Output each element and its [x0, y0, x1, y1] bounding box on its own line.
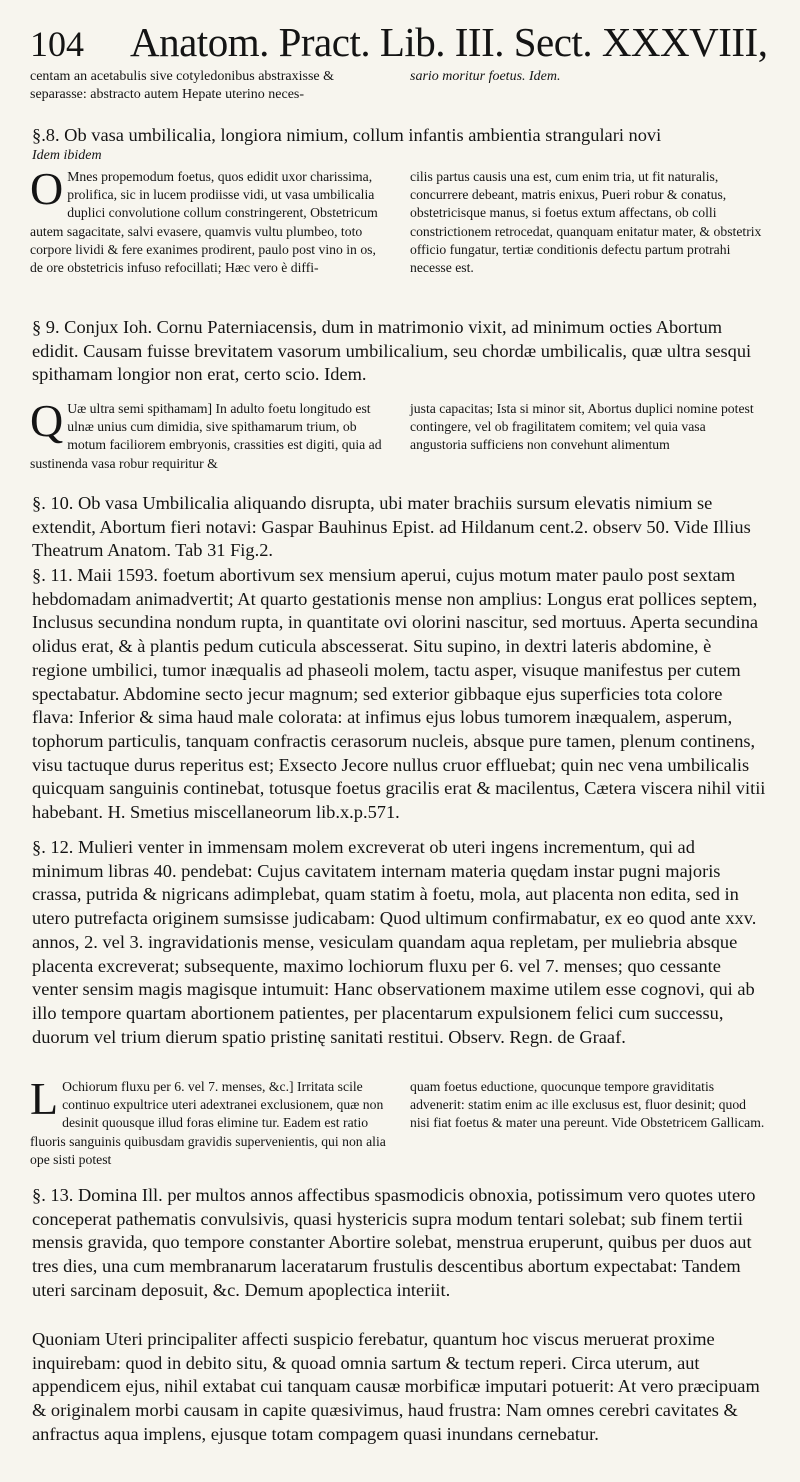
- page-header: [26, 20, 786, 66]
- section-12: §. 12. Mulieri venter in immensam molem excreverat ob uteri ingens incrementum, qui ad minimum libras 40. pendebat: Cujus cavitatem internam materia quędam instar pugni majoris crassa, putrida & nigricans adimplebat, quam statim à foetu, mola, aut placenta non edita, sed in utero putrefacta originem sumsisse judicabam: Quod ultimum confirmabatur, ex eo quod ante xxv. annos, 2. vel 3. ingravidationis mense, vesiculam quandam aqua repletam, per muliebria absque placenta excreverat; subsequente, maximo lochiorum fluxu per 6. vel 7. menses; quo cessante venter sensim magis magisque intumuit: Hanc observationem maxime utilem esse cognovi, qui ab illo tempore quartam abortionem patientes, per placentarum expulsionem felici cum successu, duorum vel trium dierum spatio pristinę sanitati restitui. Observ. Regn. de Graaf.: [32, 837, 757, 1047]
- drop-cap: Q: [30, 395, 64, 446]
- section-9: § 9. Conjux Ioh. Cornu Paterniacensis, dum in matrimonio vixit, ad minimum octies Abortum edidit. Causam fuisse brevitatem vasorum umbilicalium, seu chordæ umbilicalis, quæ ultra sesqui spithamam longior non erat, certo scio. Idem.: [32, 317, 752, 385]
- note-12-right: quam foetus eductione, quocunque tempore graviditatis advenerit: statim enim ac ille exclusus est, fluor desinit; quod nisi fiat foetus & mater una pereunt. Vide Obstetricem Gallicam.: [410, 1079, 765, 1131]
- page-number: 104: [30, 24, 84, 64]
- note-12-left: [30, 1073, 392, 1169]
- note-12-left-text: Ochiorum fluxu per 6. vel 7. menses, &c.] Irritata scile continuo expultrice uteri adextranei exclusionem, quæ non desinit quousque illud foras elimine tur. Eadem est ratio fluoris sanguinis quibusdam gravidis supervenientis, qui non alia ope sisti potest: [30, 1079, 386, 1167]
- drop-cap: O: [30, 163, 64, 214]
- note-8-right: cilis partus causis una est, cum enim tria, ut fit naturalis, concurrere debeant, matris enixus, Pueri robur & conatus, obstetricisque manus, si foetus extum affectans, ob colli constrictionem retrocedat, quanquam enitatur mater, & obstetrix officio fungatur, tertiæ conditionis defectu partum protrahi necesse est.: [410, 169, 762, 276]
- note-9-left: [30, 395, 392, 473]
- drop-cap: L: [30, 1073, 59, 1124]
- note-9-left-text: Uæ ultra semi spithamam] In adulto foetu longitudo est ulnæ unius cum dimidia, sive spithamarum trium, ob motum faciliorem embryonis, crassities est digiti, quia ad sustinenda vasa robur requiritur &: [30, 401, 382, 471]
- continuation-left: centam an acetabulis sive cotyledonibus abstraxisse & separasse: abstracto autem Hepate uterino neces-: [30, 69, 335, 102]
- section-13: §. 13. Domina Ill. per multos annos affectibus spasmodicis obnoxia, potissimum vero quotes utero conceperat pathematis convulsivis, quasi hystericis supra modum tentari solebat; sub finem tertii mensis gravida, quo tempore constanter Abortire solebat, menstrua eruperunt, quibus per duos aut tres dies, una cum membranarum laceratarum frustulis descentibus abortum expectabat: Tandem uteri sarcinam deposuit, &c. Demum apoplectica interiit.: [32, 1185, 756, 1300]
- section-10: §. 10. Ob vasa Umbilicalia aliquando disrupta, ubi mater brachiis sursum elevatis nimium se extendit, Abortum fieri notavi: Gaspar Bauhinus Epist. ad Hildanum cent.2. observ 50. Vide Illius Theatrum Anatom. Tab 31 Fig.2.: [32, 493, 751, 561]
- section-11: §. 11. Maii 1593. foetum abortivum sex mensium aperui, cujus motum mater paulo post sextam hebdomadam animadvertit; At quarto gestationis mense non amplius: Longus erat pollices septem, Inclusus secundina nondum rupta, in quantitate ovi olorini nascitur, sed mortuus. Aperta secundina olidus erat, & à plantis pedum cuticula abscesserat. Situ supino, in dextri lateris abdomine, è regione umbilici, tumor inæqualis ad phaseoli molem, tactu asper, visuque manifestus per cutem spectabatur. Abdomine secto jecur magnum; sed exterior gibbaque ejus superficies tota colore flava: Inferior & sima haud male colorata: at infimus ejus lobus tumorem inæqualem, asperum, tophorum particulis, tanquam confractis cerasorum nucleis, absque pure tamen, plenum continens, visu tactuque durus reperitus est; Exsecto Jecore nullus cruor effluebat; quin nec vena umbilicalis quicquam sanguinis continebat, totusque foetus gracilis erat & macilentus, Cætera viscera nihil vitii habebant. H. Smetius miscellaneorum lib.x.p.571.: [32, 565, 766, 823]
- note-8-left: [30, 163, 392, 277]
- continuation-right: sario moritur foetus. Idem.: [410, 69, 561, 84]
- running-title: Anatom. Pract. Lib. III. Sect. XXXVIII,: [130, 19, 768, 65]
- section-8-source: Idem ibidem: [32, 148, 102, 163]
- note-9-right: justa capacitas; Ista si minor sit, Abortus duplici nomine potest contingere, vel ob fragilitatem comitem; vel quia vasa angustoria sufficiens non convehunt alimentum: [410, 401, 754, 453]
- final-paragraph: Quoniam Uteri principaliter affecti suspicio ferebatur, quantum hoc viscus meruerat proxime inquirebam: quod in debito situ, & quoad omnia sartum & tectum reperi. Circa uterum, aut appendicem ejus, nihil extabat cui tanquam causæ morbificæ imputari potuerit: At vero præcipuam & originalem morbi causam in capite quæsivimus, haud frustra: Nam omnes cerebri cavitates & anfractus aqua implens, ejusque totam compagem quasi inundans cernebatur.: [32, 1329, 760, 1444]
- section-8: §.8. Ob vasa umbilicalia, longiora nimium, collum infantis ambientia strangulari novi: [32, 125, 662, 145]
- note-8-left-text: Mnes propemodum foetus, quos edidit uxor charissima, prolifica, sic in lucem prodiisse vidi, ut vasa umbilicalia duplici convolutione collum constringerent, Obstetricum autem sagacitate, salvi evasere, quamvis vultu plumbeo, toto corpore lividi & fere exanimes prodirent, paulo post vino in os, de ore obstetricis infuso refocillati; Hæc vero è diffi-: [30, 169, 378, 276]
